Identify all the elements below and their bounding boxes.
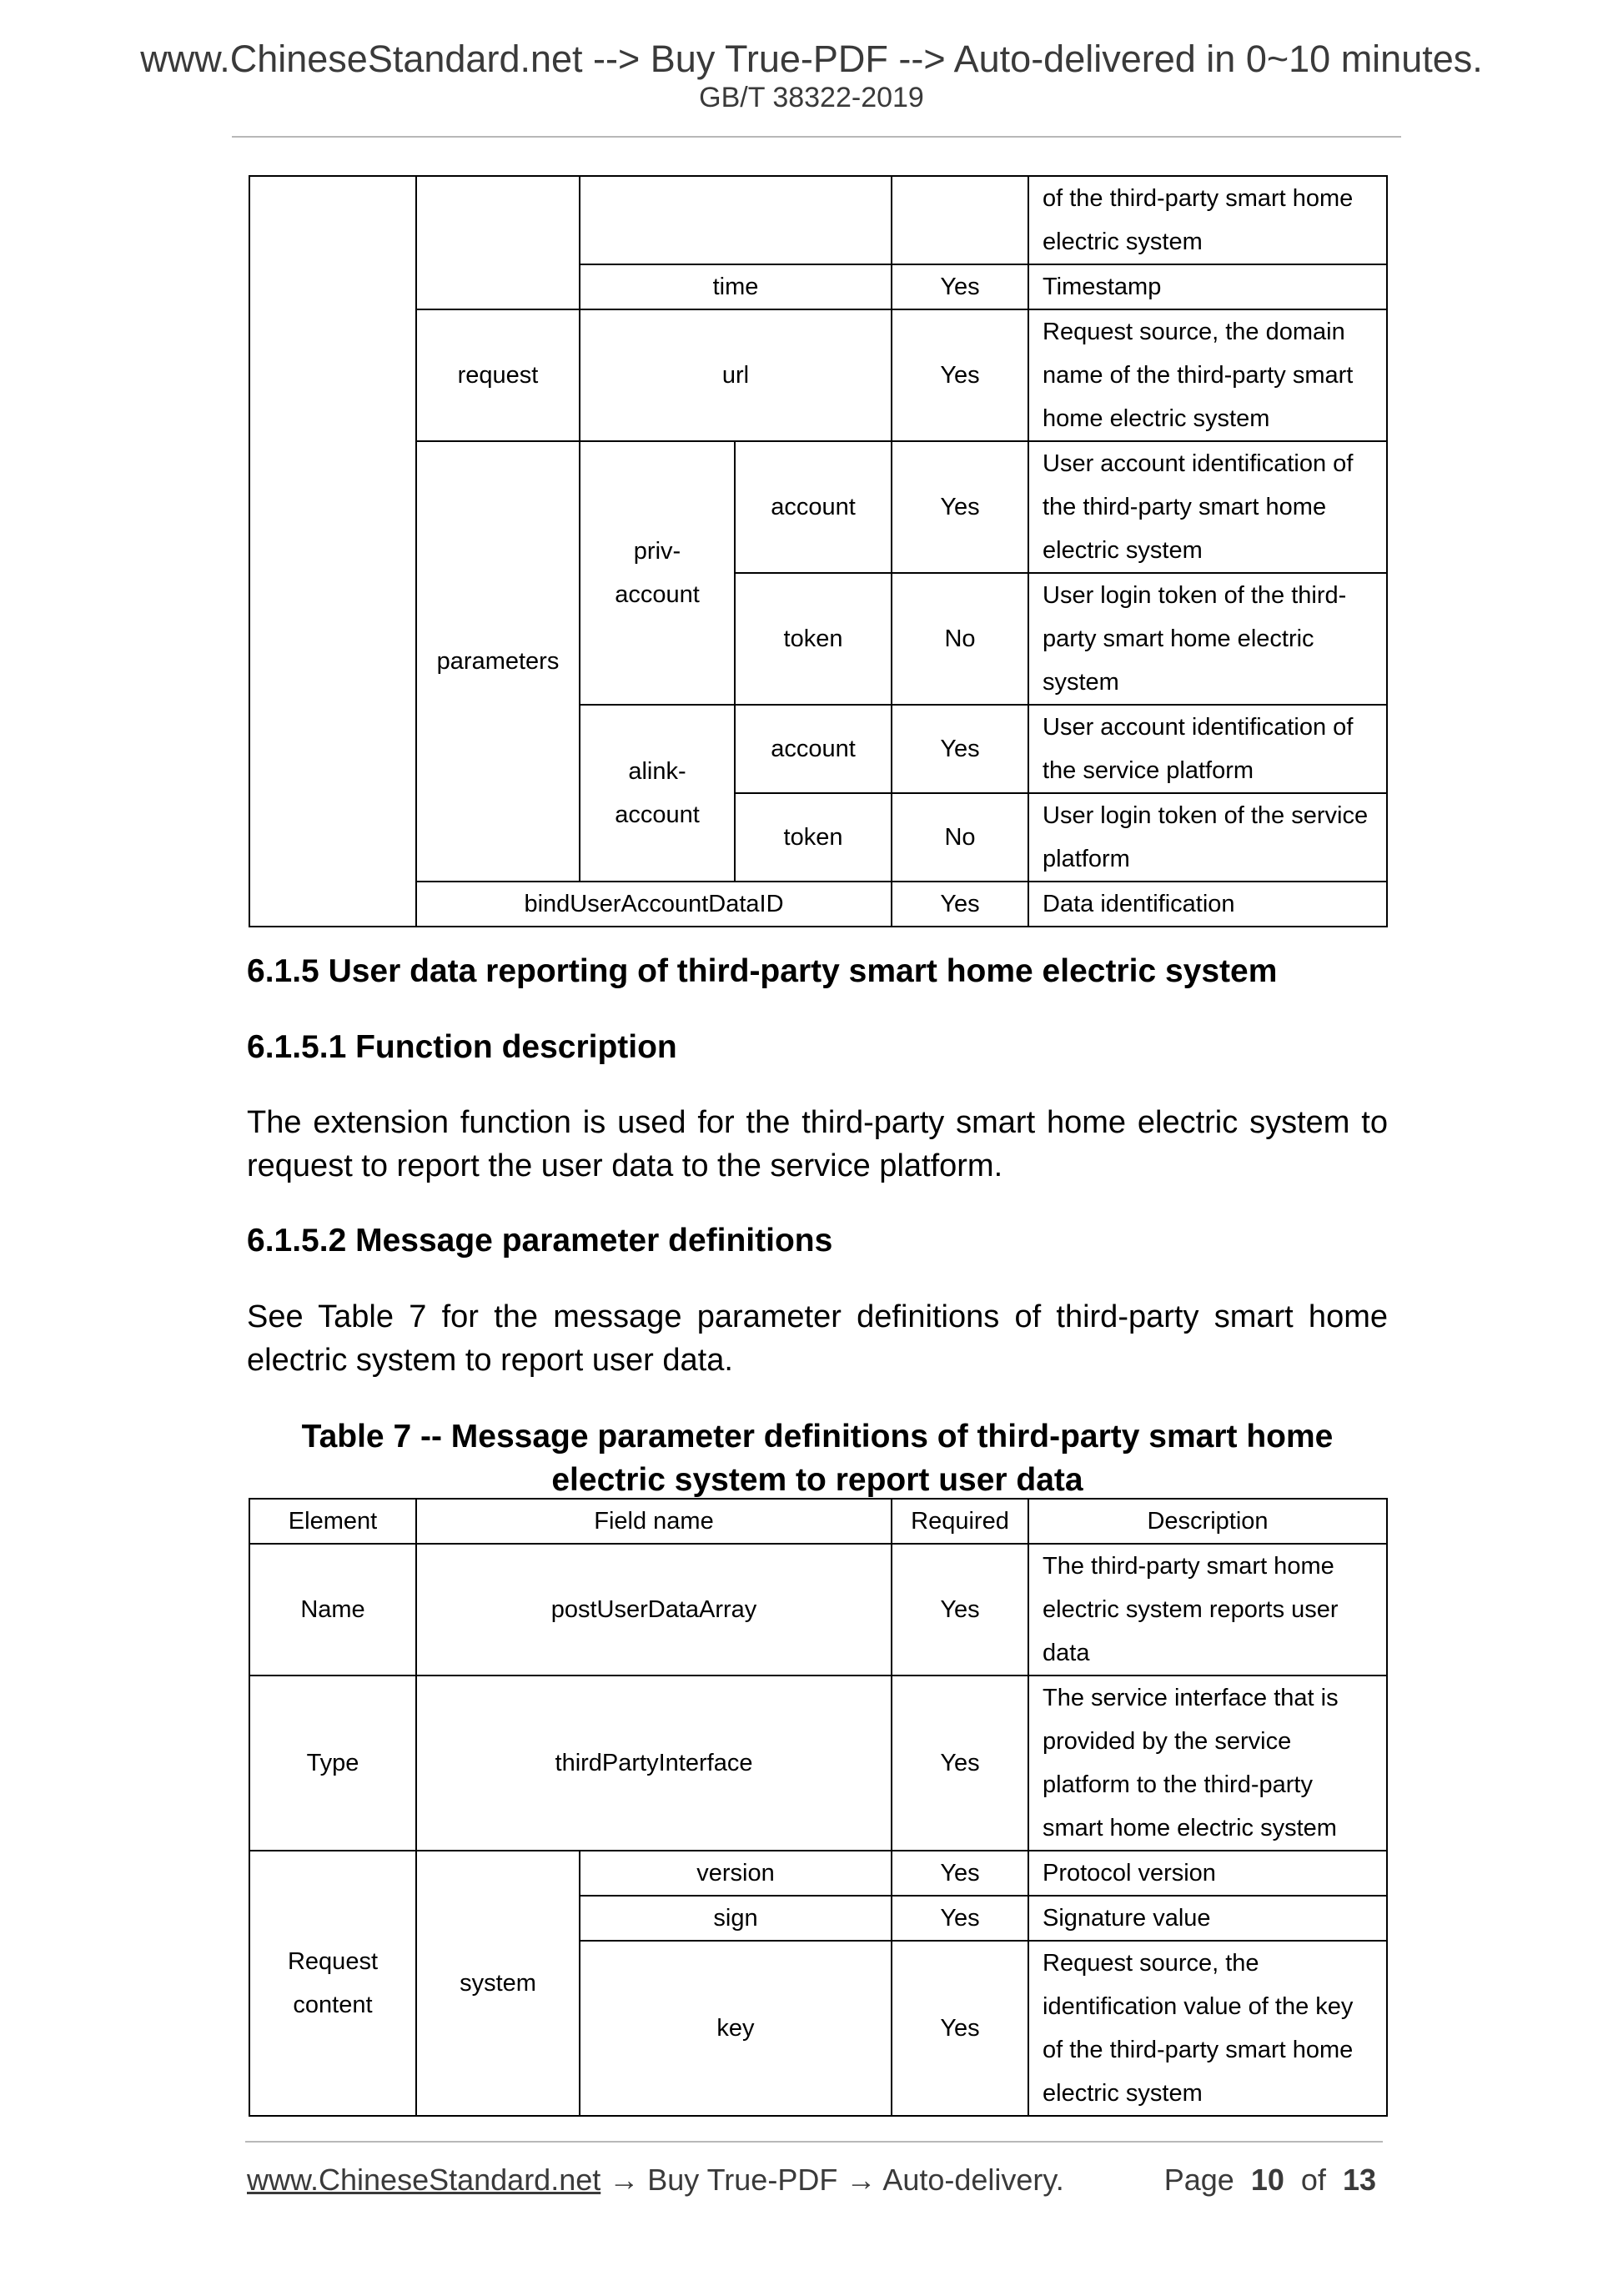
table-row <box>249 176 1387 264</box>
required-cell: No <box>892 573 1028 705</box>
description-cell: Request source, the domain name of the third-party smart home electric system <box>1028 309 1387 441</box>
footer-promo <box>247 2165 1064 2195</box>
field-cell: url <box>580 309 892 441</box>
column-header: Field name <box>416 1499 892 1544</box>
field-cell: account <box>735 705 892 793</box>
page-indicator <box>1164 2165 1376 2195</box>
table-row <box>249 1851 1387 1896</box>
group-cell: priv-account <box>580 441 735 705</box>
required-cell: Yes <box>892 309 1028 441</box>
footer-site-link[interactable]: www.ChineseStandard.net <box>247 2163 601 2197</box>
field-cell: bindUserAccountDataID <box>416 882 892 927</box>
element-cell-blank <box>416 176 580 309</box>
standard-number: GB/T 38322-2019 <box>699 82 924 113</box>
required-cell: Yes <box>892 1941 1028 2116</box>
element-cell-blank <box>249 176 416 927</box>
description-cell: User account identification of the service platform <box>1028 705 1387 793</box>
required-cell: Yes <box>892 441 1028 573</box>
description-cell: Data identification <box>1028 882 1387 927</box>
required-cell: Yes <box>892 1851 1028 1896</box>
required-cell: Yes <box>892 882 1028 927</box>
column-header: Required <box>892 1499 1028 1544</box>
description-cell: The third-party smart home electric system reports user data <box>1028 1544 1387 1676</box>
required-cell: Yes <box>892 1896 1028 1941</box>
description-cell: of the third-party smart home electric system <box>1028 176 1387 264</box>
page-of: of <box>1300 2163 1326 2197</box>
element-cell: Name <box>249 1544 416 1676</box>
body-paragraph: The extension function is used for the third-party smart home electric system to request to report the user data to the service platform. <box>247 1105 1388 1183</box>
section-heading-6-1-5-2: 6.1.5.2 Message parameter definitions <box>247 1223 833 1259</box>
element-cell: Type <box>249 1676 416 1851</box>
required-cell: Yes <box>892 1676 1028 1851</box>
table-row <box>249 1544 1387 1676</box>
field-cell: token <box>735 793 892 882</box>
section-heading-6-1-5: 6.1.5 User data reporting of third-party smart home electric system <box>247 953 1278 989</box>
field-cell: time <box>580 264 892 309</box>
description-cell: Signature value <box>1028 1896 1387 1941</box>
table-row <box>249 882 1387 927</box>
column-header: Element <box>249 1499 416 1544</box>
continued-parameter-table <box>249 175 1388 927</box>
field-cell: sign <box>580 1896 892 1941</box>
field-cell: account <box>735 441 892 573</box>
group-cell: system <box>416 1851 580 2116</box>
description-cell: Protocol version <box>1028 1851 1387 1896</box>
field-cell: thirdPartyInterface <box>416 1676 892 1851</box>
element-cell: parameters <box>416 441 580 882</box>
required-cell: Yes <box>892 705 1028 793</box>
field-cell: key <box>580 1941 892 2116</box>
footer-promo-text: → Buy True-PDF → Auto-delivery. <box>600 2163 1064 2197</box>
field-cell: postUserDataArray <box>416 1544 892 1676</box>
required-cell: Yes <box>892 264 1028 309</box>
table-row <box>249 309 1387 441</box>
description-cell: The service interface that is provided by the service platform to the third-party smart home electric system <box>1028 1676 1387 1851</box>
footer-divider <box>245 2141 1383 2143</box>
page-label: Page <box>1163 2163 1234 2197</box>
page-total: 13 <box>1342 2163 1376 2197</box>
site-banner: www.ChineseStandard.net --> Buy True-PDF --> Auto-delivered in 0~10 minutes. <box>140 38 1483 80</box>
field-cell: version <box>580 1851 892 1896</box>
table-row <box>249 1676 1387 1851</box>
table-row <box>249 441 1387 573</box>
required-cell-blank <box>892 176 1028 264</box>
table-7 <box>249 1498 1388 2117</box>
element-cell: Request content <box>249 1851 416 2116</box>
table-header-row <box>249 1499 1387 1544</box>
column-header: Description <box>1028 1499 1387 1544</box>
required-cell: No <box>892 793 1028 882</box>
field-cell-blank <box>580 176 892 264</box>
page-current: 10 <box>1250 2163 1284 2197</box>
description-cell: User login token of the service platform <box>1028 793 1387 882</box>
required-cell: Yes <box>892 1544 1028 1676</box>
description-cell: Request source, the identification value of the key of the third-party smart home electric system <box>1028 1941 1387 2116</box>
description-cell: User login token of the third-party smart home electric system <box>1028 573 1387 705</box>
description-cell: Timestamp <box>1028 264 1387 309</box>
field-cell: token <box>735 573 892 705</box>
group-cell: alink-account <box>580 705 735 882</box>
header-divider <box>232 136 1401 138</box>
description-cell: User account identification of the third-party smart home electric system <box>1028 441 1387 573</box>
body-paragraph: See Table 7 for the message parameter definitions of third-party smart home electric system to report user data. <box>247 1299 1388 1378</box>
section-heading-6-1-5-1: 6.1.5.1 Function description <box>247 1029 677 1065</box>
element-cell: request <box>416 309 580 441</box>
table-caption: Table 7 -- Message parameter definitions of third-party smart home electric system to report user data <box>301 1419 1334 1498</box>
